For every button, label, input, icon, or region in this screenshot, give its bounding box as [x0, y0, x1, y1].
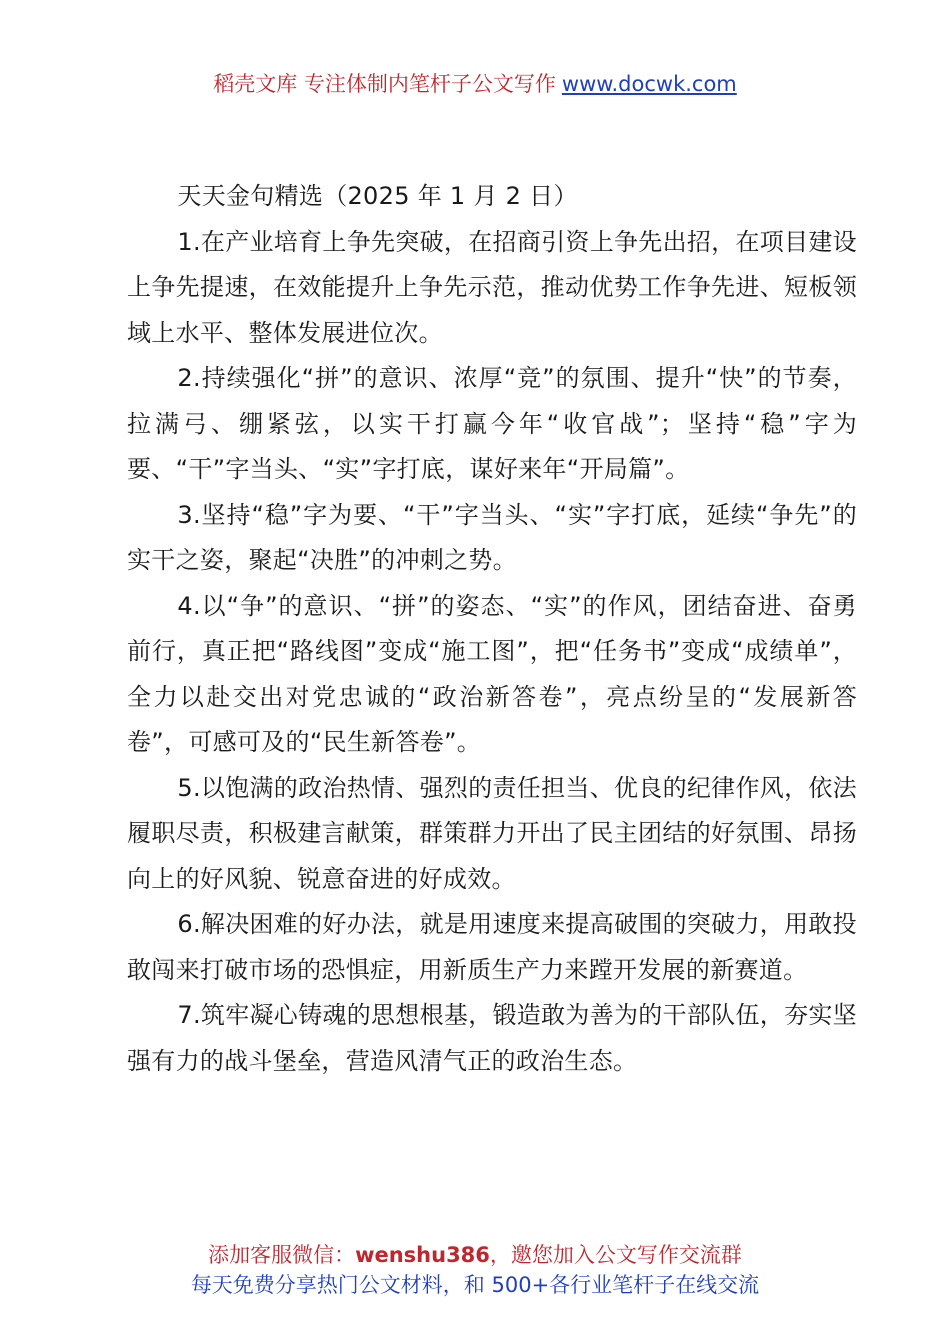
footer-contact-prefix: 添加客服微信：: [208, 1243, 356, 1267]
page-footer: [0, 1240, 950, 1300]
quote-item-7: 7.筑牢凝心铸魂的思想根基，锻造敢为善为的干部队伍，夯实坚强有力的战斗堡垒，营造风清气正的政治生态。: [127, 1001, 857, 1075]
page-header: [0, 70, 950, 98]
footer-share-line: 每天免费分享热门公文材料，和 500+各行业笔杆子在线交流: [190, 1273, 760, 1297]
quote-item-1: 1.在产业培育上争先突破，在招商引资上争先出招，在项目建设上争先提速，在效能提升上争先示范，推动优势工作争先进、短板领域上水平、整体发展进位次。: [127, 227, 857, 347]
quote-item-3: 3.坚持“稳”字为要、“干”字当头、“实”字打底，延续“争先”的实干之姿，聚起“决胜”的冲刺之势。: [127, 500, 857, 574]
quote-item-5: 5.以饱满的政治热情、强烈的责任担当、优良的纪律作风，依法履职尽责，积极建言献策，群策群力开出了民主团结的好氛围、昂扬向上的好风貌、锐意奋进的好成效。: [127, 773, 857, 893]
document-title: 天天金句精选（2025 年 1 月 2 日）: [177, 182, 578, 210]
quote-item-2: 2.持续强化“拼”的意识、浓厚“竞”的氛围、提升“快”的节奏，拉满弓、绷紧弦，以实干打赢今年“收官战”；坚持“稳”字为要、“干”字当头、“实”字打底，谋好来年“开局篇”。: [127, 364, 857, 483]
quote-item-6: 6.解决困难的好办法，就是用速度来提高破围的突破力，用敢投敢闯来打破市场的恐惧症，用新质生产力来蹚开发展的新赛道。: [127, 910, 857, 984]
site-url-link[interactable]: www.docwk.com: [561, 72, 737, 96]
footer-contact-line: [0, 1240, 950, 1270]
document-body: [127, 174, 857, 1084]
wechat-id: wenshu386: [355, 1243, 490, 1267]
quote-item-4: 4.以“争”的意识、“拼”的姿态、“实”的作风，团结奋进、奋勇前行，真正把“路线图”变成“施工图”，把“任务书”变成“成绩单”，全力以赴交出对党忠诚的“政治新答卷”，亮点纷呈的“发展新答卷”，可感可及的“民生新答卷”。: [127, 591, 857, 756]
footer-contact-suffix: ，邀您加入公文写作交流群: [489, 1243, 742, 1267]
site-slogan: 稻壳文库 专注体制内笔杆子公文写作: [213, 72, 556, 96]
